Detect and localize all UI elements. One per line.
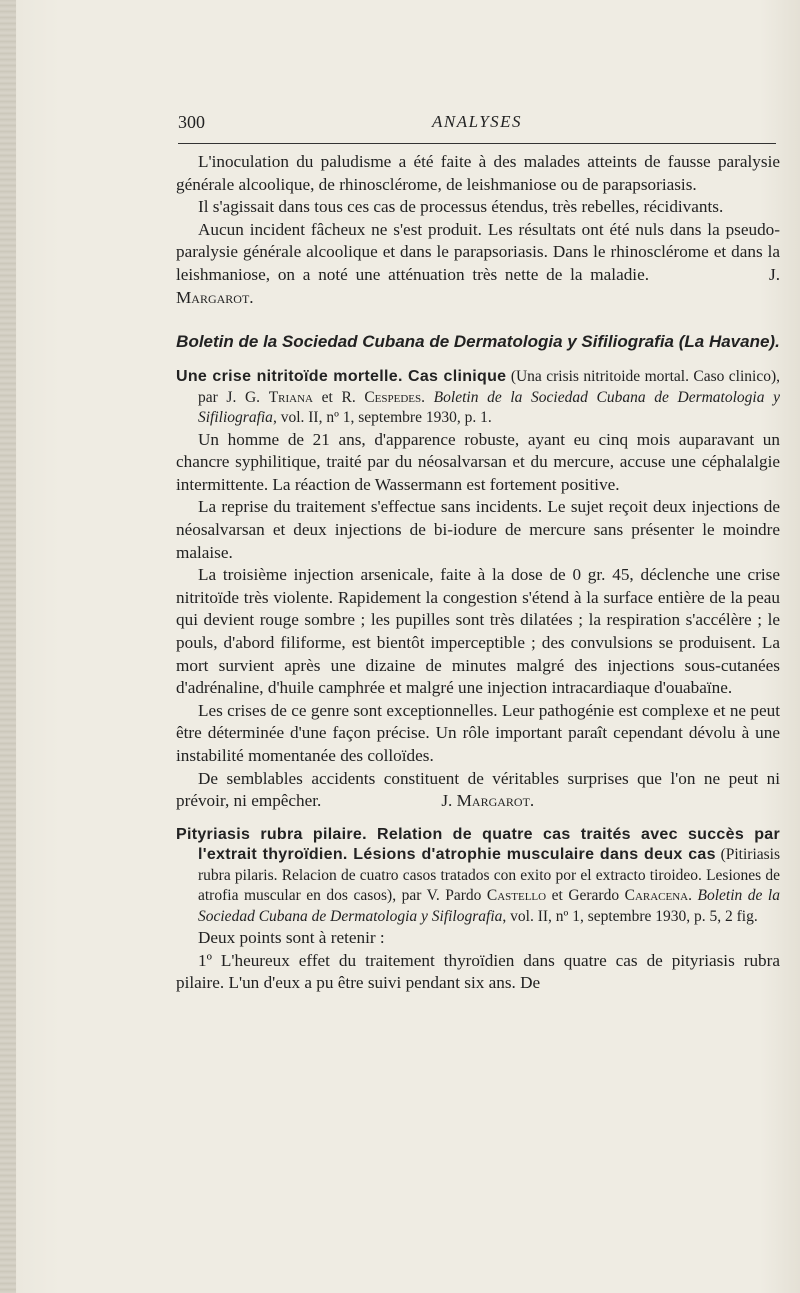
article-title: Pityriasis rubra pilaire. Relation de quatre cas traités avec succès par l'extrait thyroïdien. Lésions d'atrophie musculaire dans deux cas	[176, 825, 780, 864]
body-paragraph: Un homme de 21 ans, d'apparence robuste, ayant eu cinq mois auparavant un chancre syphilitique, traité par du néosalvarsan et du mercure, accuse une céphalalgie intermittente. La réaction de Wassermann est fortement positive.	[176, 429, 780, 494]
page-body	[176, 151, 780, 995]
author-name: Triana	[268, 388, 314, 406]
author-name: Castello	[486, 887, 547, 905]
article-reference: Une crise nitritoïde mortelle. Cas clinique (Una crisis nitritoide mortal. Caso clinico), par J. G. Triana et R. Cespedes. Boletin de la Sociedad Cubana de Dermatologia y Sifiliografia, vol. II, nº 1, septembre 1930, p. 1.	[176, 368, 780, 427]
body-paragraph: Les crises de ce genre sont exceptionnelles. Leur pathogénie est complexe et ne peut être déterminée d'une façon précise. Un rôle important paraît cependant dévolu à une instabilité momentanée des colloïdes.	[176, 700, 780, 765]
body-paragraph: 1º L'heureux effet du traitement thyroïdien dans quatre cas de pityriasis rubra pilaire. L'un d'eux a pu être suivi pendant six ans. De	[176, 950, 780, 993]
article-entry	[176, 825, 780, 995]
intro-paragraph: Aucun incident fâcheux ne s'est produit. Les résultats ont été nuls dans la pseudo-paralysie générale alcoolique et dans le parapsoriasis. Dans le rhinosclérome et dans la leishmaniose, on a noté une atténuation très nette de la maladie. J. Margarot.	[176, 219, 780, 307]
author-name: Cespedes	[364, 388, 422, 406]
page-binding-edge	[0, 0, 16, 1293]
body-paragraph: La reprise du traitement s'effectue sans incidents. Le sujet reçoit deux injections de néosalvarsan et deux injections de bi-iodure de mercure sans présenter le moindre malaise.	[176, 497, 780, 562]
signature: J. Margarot.	[441, 791, 535, 811]
page-number: 300	[178, 112, 205, 132]
page-header	[178, 112, 776, 142]
running-title: ANALYSES	[431, 112, 523, 131]
intro-paragraph: Il s'agissait dans tous ces cas de processus étendus, très rebelles, récidivants.	[198, 197, 724, 217]
article-entry	[176, 367, 780, 813]
body-paragraph: Deux points sont à retenir :	[198, 928, 385, 948]
author-name: Caracena	[624, 887, 689, 905]
journal-heading: Boletin de la Sociedad Cubana de Dermatologia y Sifiliografia (La Havane).	[176, 332, 780, 352]
journal-title: Boletin de la Sociedad Cubana de Dermatologia y Sifilografia	[198, 887, 780, 925]
header-rule	[178, 143, 776, 144]
signature: J. Margarot.	[176, 264, 780, 307]
journal-title: Boletin de la Sociedad Cubana de Dermatologia y Sifiliografia	[198, 388, 780, 427]
article-reference: Pityriasis rubra pilaire. Relation de quatre cas traités avec succès par l'extrait thyroïdien. Lésions d'atrophie musculaire dans deux cas (Pitiriasis rubra pilaris. Relacion de cuatro casos tratados con exito por el extracto tiroideo. Lesiones de atrofia muscular en dos casos), par V. Pardo Castello et Gerardo Caracena. Boletin de la Sociedad Cubana de Dermatologia y Sifilografia, vol. II, nº 1, septembre 1930, p. 5, 2 fig.	[176, 825, 780, 925]
body-paragraph: De semblables accidents constituent de véritables surprises que l'on ne peut ni prévoir, ni empêcher. J. Margarot.	[176, 768, 780, 811]
article-title: Une crise nitritoïde mortelle. Cas clinique	[176, 368, 507, 386]
body-paragraph: La troisième injection arsenicale, faite à la dose de 0 gr. 45, déclenche une crise nitritoïde très violente. Rapidement la congestion s'étend à la surface entière de la peau qui devient rouge sombre ; les pupilles sont très dilatées ; la respiration s'accélère ; le pouls, d'abord filiforme, est bientôt imperceptible ; des convulsions se produisent. La mort survient après une dizaine de minutes malgré des injections sous-cutanées d'adrénaline, d'huile camphrée et malgré une injection intracardiaque d'ouabaïne.	[176, 565, 780, 698]
intro-paragraph: L'inoculation du paludisme a été faite à des malades atteints de fausse paralysie générale alcoolique, de rhinosclérome, de leishmaniose ou de parapsoriasis.	[176, 152, 780, 194]
